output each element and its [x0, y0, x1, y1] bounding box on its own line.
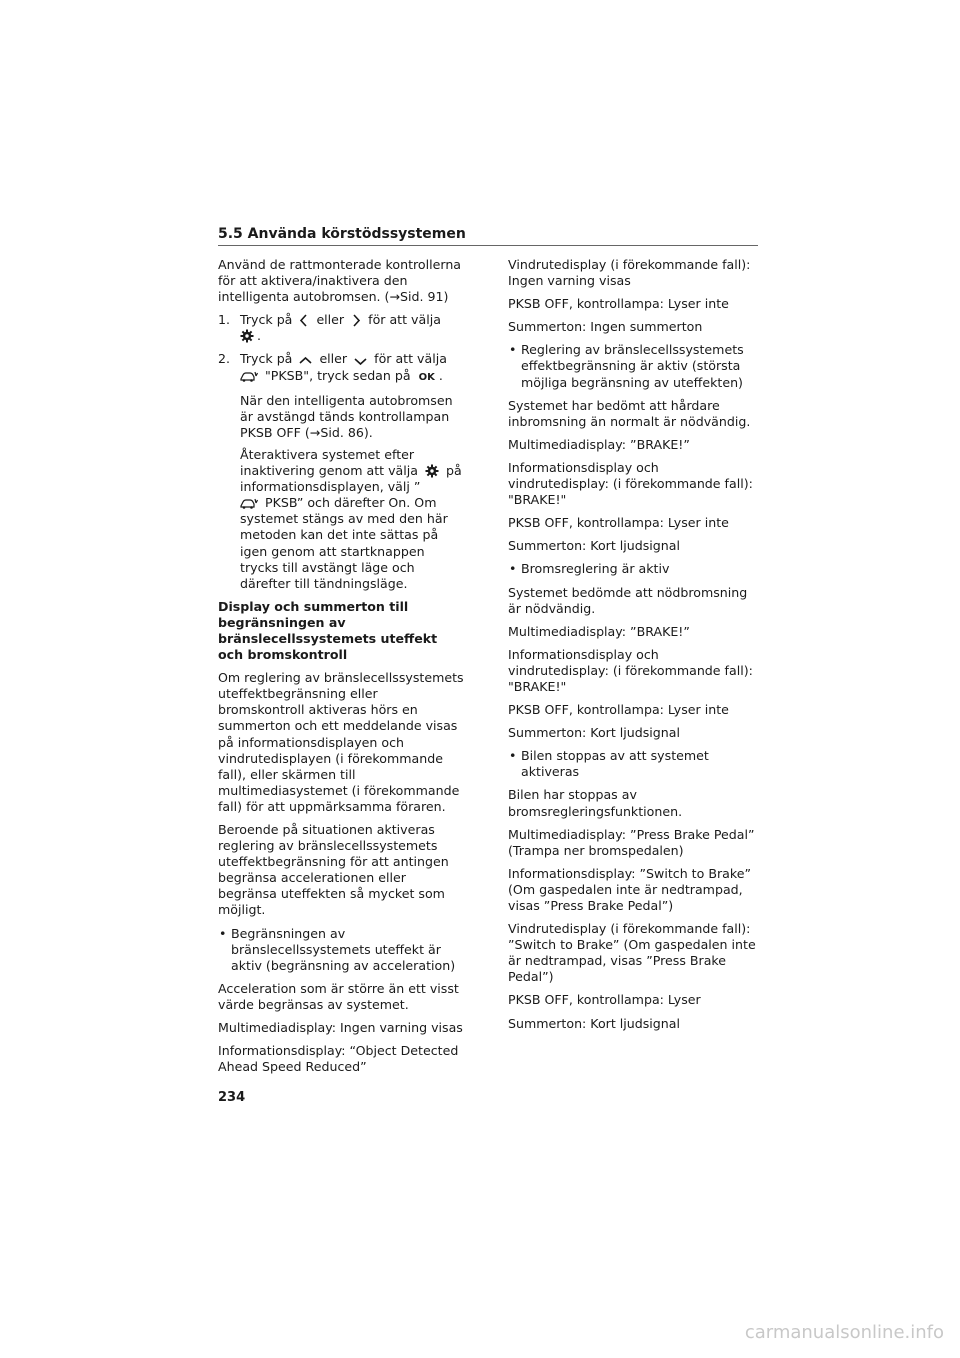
car-brake-icon	[240, 370, 258, 383]
section-header: 5.5 Använda körstödssystemen	[218, 226, 758, 246]
page-number: 234	[218, 1090, 246, 1105]
paragraph: PKSB OFF, kontrollampa: Lyser inte	[508, 515, 729, 531]
gear-icon	[425, 464, 439, 478]
step-number: 1.	[218, 312, 231, 328]
paragraph: Informationsdisplay och vindrutedisplay: (i förekommande fall): "BRAKE!"	[508, 459, 753, 508]
paragraph: PKSB OFF, kontrollampa: Lyser inte	[508, 702, 729, 718]
paragraph: Informationsdisplay: ”Switch to Brake” (Om gaspedalen inte är nedtrampad, visas ”Press Brake Pedal”)	[508, 865, 751, 913]
paragraph: Bilen har stoppas av bromsregleringsfunktionen.	[508, 787, 683, 819]
gear-icon	[240, 329, 254, 343]
paragraph: Systemet har bedömt att hårdare inbromsning än normalt är nödvändig.	[508, 397, 751, 429]
right-column	[508, 257, 758, 1039]
paragraph: Informationsdisplay och vindrutedisplay: (i förekommande fall): "BRAKE!"	[508, 646, 753, 694]
paragraph: Multimediadisplay: ”Press Brake Pedal” (Trampa ner bromspedalen)	[508, 826, 755, 858]
bullet-item: • Bromsreglering är aktiv	[508, 561, 758, 577]
paragraph: Summerton: Ingen summerton	[508, 319, 703, 335]
left-column	[218, 257, 466, 1082]
paragraph: Multimediadisplay: ”BRAKE!”	[508, 436, 690, 452]
car-brake-icon	[240, 497, 258, 510]
bullet-item: • Reglering av bränslecellssystemets effektbegränsning är aktiv (största möjliga begränsning av uteffekten)	[508, 342, 758, 390]
chevron-down-icon	[354, 356, 367, 366]
chevron-up-icon	[299, 356, 312, 366]
paragraph: Summerton: Kort ljudsignal	[508, 538, 680, 554]
paragraph: Summerton: Kort ljudsignal	[508, 1015, 680, 1031]
paragraph: Vindrutedisplay (i förekommande fall): ”Switch to Brake” (Om gaspedalen inte är nedtrampad, visas ”Press Brake Pedal”)	[508, 921, 756, 985]
paragraph: Om reglering av bränslecellssystemets uteffektbegränsning eller bromskontroll aktiveras hörs en summerton och ett meddelande visas på informationsdisplayen och vindrutedisplayen (i förekommande fall), eller skärmen till multimediasystemet (i förekommande fall) för att uppmärksamma föraren.	[218, 670, 464, 814]
intro-paragraph: Använd de rattmonterade kontrollerna för att aktivera/inaktivera den intelligenta autobromsen. (→Sid. 91)	[218, 257, 462, 305]
paragraph: Informationsdisplay: “Object Detected Ahead Speed Reduced”	[218, 1043, 459, 1075]
watermark: carmanualsonline.info	[744, 1322, 944, 1343]
paragraph: Multimediadisplay: ”BRAKE!”	[508, 623, 690, 639]
paragraph: Systemet bedömde att nödbromsning är nödvändig.	[508, 584, 748, 616]
step-1: 1. Tryck på eller för att välja .	[218, 312, 441, 344]
section-heading: Display och summerton till begränsningen av bränslecellssystemets uteffekt och bromskontroll	[218, 598, 438, 663]
chevron-left-icon	[299, 314, 309, 327]
paragraph: Vindrutedisplay (i förekommande fall): Ingen varning visas	[508, 257, 751, 289]
step-number: 2.	[218, 351, 231, 367]
paragraph: Multimediadisplay: Ingen varning visas	[218, 1020, 463, 1036]
paragraph: Acceleration som är större än ett visst värde begränsas av systemet.	[218, 980, 459, 1012]
bullet-item: • Begränsningen av bränslecellssystemets uteffekt är aktiv (begränsning av acceleration)	[218, 926, 466, 974]
bullet-item: • Bilen stoppas av att systemet aktiveras	[508, 748, 758, 780]
step-2: 2. Tryck på eller för att välja "PKSB", tryck sedan på OK . När den intelligenta autobromsen är avstängd tänds kontrollampan PKSB OFF (→Sid. 86). Återaktivera systemet efter inaktivering genom att välja på informationsdisplayen, välj ” PKSB” och därefter On. Om systemet stängs av med den här metoden kan det inte sättas på igen genom att startknappen trycks till avstängt läge och därefter till tändningsläge.	[218, 351, 462, 591]
paragraph: Beroende på situationen aktiveras reglering av bränslecellssystemets uteffektbegränsning för att antingen begränsa accelerationen eller begränsa uteffekten så mycket som möjligt.	[218, 822, 449, 918]
chevron-right-icon	[351, 314, 361, 327]
paragraph: Summerton: Kort ljudsignal	[508, 725, 680, 741]
ok-button-icon: OK	[418, 371, 435, 383]
paragraph: PKSB OFF, kontrollampa: Lyser	[508, 992, 701, 1008]
paragraph: PKSB OFF, kontrollampa: Lyser inte	[508, 296, 729, 312]
